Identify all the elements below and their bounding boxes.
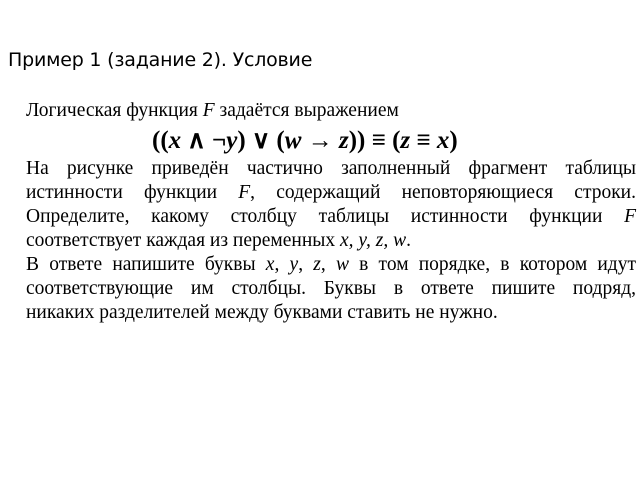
formula-paren-open: (( — [152, 127, 169, 154]
paragraph1-line4 — [26, 229, 636, 253]
intro-rest: задаётся выражением — [214, 100, 399, 121]
p2l1-sep3: , — [320, 254, 336, 275]
p1l2-function-name: F — [238, 182, 251, 203]
formula-var-y: y — [226, 127, 238, 154]
slide-heading: Пример 1 (задание 2). Условие — [8, 49, 313, 71]
p2l1-sep2: , — [298, 254, 314, 275]
p1l2-text-b: , содержащий неповторяющиеся строки. — [250, 182, 636, 203]
p2l1-text-a: В ответе напишите буквы — [26, 254, 266, 275]
paragraph2-line3: никаких разделителей между буквами ставить не нужно. — [26, 302, 498, 323]
formula-and-not: ∧ ¬ — [181, 127, 227, 154]
formula-var-w: w — [284, 127, 302, 154]
paragraph1-line3 — [26, 205, 636, 229]
p2l1-var-z: z — [313, 254, 321, 275]
intro-function-name: F — [202, 100, 215, 121]
p1l4-variables: x, y, z, w — [340, 230, 407, 251]
task-text — [26, 99, 636, 325]
paragraph2-line1 — [26, 253, 636, 277]
formula-equiv-main: )) ≡ ( — [348, 127, 401, 154]
formula-var-z: z — [338, 127, 349, 154]
paragraph2-line2: соответствующие им столбцы. Буквы в ответе пишите подряд, — [26, 278, 636, 299]
p1l2-text-a: истинности функции — [26, 182, 239, 203]
formula-equiv: ≡ — [410, 127, 437, 154]
p2l1-var-x: x — [265, 254, 275, 275]
formula-var-x: x — [168, 127, 182, 154]
p2l1-sep1: , — [274, 254, 290, 275]
paragraph1-line1: На рисунке приведён частично заполненный фрагмент таблицы — [26, 158, 636, 179]
intro-text: Логическая функция — [26, 100, 203, 121]
p1l3-text-a: Определите, какому столбцу таблицы истинности функции — [26, 206, 625, 227]
formula-var-z2: z — [400, 127, 411, 154]
p1l4-text-a: соответствует каждая из переменных — [26, 230, 341, 251]
intro-line — [26, 99, 636, 124]
paragraph1-line2 — [26, 181, 636, 205]
p1l3-function-name: F — [624, 206, 636, 227]
formula-paren-close: ) — [449, 127, 458, 154]
logical-formula — [26, 124, 636, 157]
p2l1-var-y: y — [289, 254, 299, 275]
formula-var-x2: x — [436, 127, 450, 154]
formula-or: ) ∨ ( — [237, 127, 285, 154]
p2l1-var-w: w — [335, 254, 349, 275]
p1l4-period: . — [406, 230, 411, 251]
formula-implies: → — [301, 127, 339, 154]
p2l1-text-b: в том порядке, в котором идут — [348, 254, 636, 275]
